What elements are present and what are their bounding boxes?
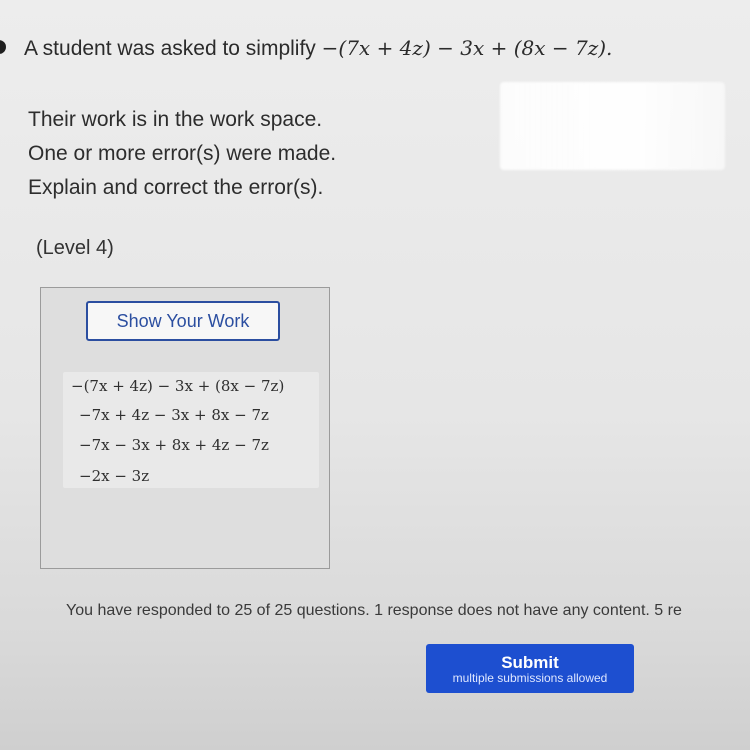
level-label: (Level 4) xyxy=(36,237,114,259)
instruction-line: One or more error(s) were made. xyxy=(28,142,337,165)
work-line: −7x − 3x + 8x + 4z − 7z xyxy=(79,436,269,454)
work-space xyxy=(40,287,330,569)
work-line: −2x − 3z xyxy=(79,467,150,485)
work-line: −(7x + 4z) − 3x + (8x − 7z) xyxy=(71,377,285,395)
question-bullet xyxy=(0,40,6,54)
question-prompt xyxy=(24,36,612,61)
work-line: −7x + 4z − 3x + 8x − 7z xyxy=(79,406,269,424)
instruction-line: Their work is in the work space. xyxy=(28,108,323,131)
screen-glare xyxy=(500,82,725,170)
submit-button[interactable] xyxy=(426,644,634,693)
instruction-line: Explain and correct the error(s). xyxy=(28,176,324,199)
instructions xyxy=(28,103,336,205)
question-prefix: A student was asked to simplify xyxy=(24,37,322,60)
question-expression: −(7x + 4z) − 3x + (8x − 7z). xyxy=(321,36,613,60)
submit-label: Submit xyxy=(501,653,559,672)
show-your-work-button[interactable]: Show Your Work xyxy=(86,301,280,341)
response-status: You have responded to 25 of 25 questions. 1 response does not have any content. 5 re xyxy=(66,602,682,619)
submit-sublabel: multiple submissions allowed xyxy=(452,671,608,685)
work-lines xyxy=(63,372,319,488)
